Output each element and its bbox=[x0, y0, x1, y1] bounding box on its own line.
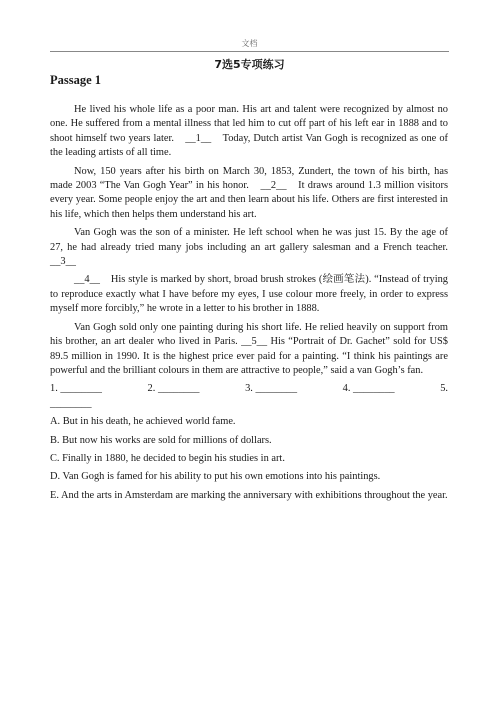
page-title: 7选5专项练习 bbox=[214, 58, 285, 71]
option-a: A. But in his death, he achieved world fame. bbox=[50, 416, 236, 428]
answer-blanks-row bbox=[50, 382, 448, 396]
answer-blank-5-line: ________ bbox=[50, 397, 92, 409]
answer-blank-4: 4. ________ bbox=[342, 383, 395, 395]
passage-title: Passage 1 bbox=[50, 73, 102, 87]
option-b: B. But now his works are sold for millions of dollars. bbox=[50, 434, 272, 446]
paragraph-1: He lived his whole life as a poor man. His art and talent were recognized by almost no one. He suffered from a mental illness that led him to cut off part of his left ear in 1888 and to shoot himself two years later. __1__ Today, Dutch artist Van Gogh is recognized as one of the leading artists of all time. bbox=[50, 104, 448, 159]
paragraph-4: __4__ His style is marked by short, broad brush strokes (绘画笔法). “Instead of trying to reproduce exactly what I have before my eyes, I use colour more freely, in order to express myself more forcibly,” he wrote in a letter to his brother in 1888. bbox=[50, 274, 448, 315]
document-body bbox=[50, 103, 459, 507]
header-divider bbox=[50, 51, 449, 52]
answer-blank-3: 3. ________ bbox=[245, 383, 298, 395]
answer-blank-1: 1. ________ bbox=[50, 383, 102, 395]
paragraph-5: Van Gogh sold only one painting during his short life. He relied heavily on support from his brother, an art dealer who lived in Paris. __5__ His “Portrait of Dr. Gachet” sold for US$ 89.5 million in 1990. It is the highest price ever paid for a painting. “I think his paintings are powerful and the brilliant colours in them are attractive to people,” said a van Gogh’s fan. bbox=[50, 321, 448, 376]
page-header: 文档 bbox=[241, 39, 258, 48]
paragraph-3: Van Gogh was the son of a minister. He left school when he was just 15. By the age of 27, he had already tried many jobs including an art gallery salesman and a French teacher. __3__ bbox=[50, 227, 459, 268]
option-d: D. Van Gogh is famed for his ability to put his own emotions into his paintings. bbox=[50, 471, 381, 483]
answer-blank-2: 2. ________ bbox=[147, 383, 200, 395]
option-e: E. And the arts in Amsterdam are marking the anniversary with exhibitions throughout the year. bbox=[50, 489, 448, 501]
option-c: C. Finally in 1880, he decided to begin his studies in art. bbox=[50, 452, 285, 464]
paragraph-2: Now, 150 years after his birth on March 30, 1853, Zundert, the town of his birth, has made 2003 “The Van Gogh Year” in his honor. __2__ It draws around 1.3 million visitors every year. Some people enjoy the art and then learn about his life. Others are first interested in his life, which then helps them understand his art. bbox=[50, 165, 448, 220]
answer-blank-5: 5. bbox=[440, 383, 448, 395]
